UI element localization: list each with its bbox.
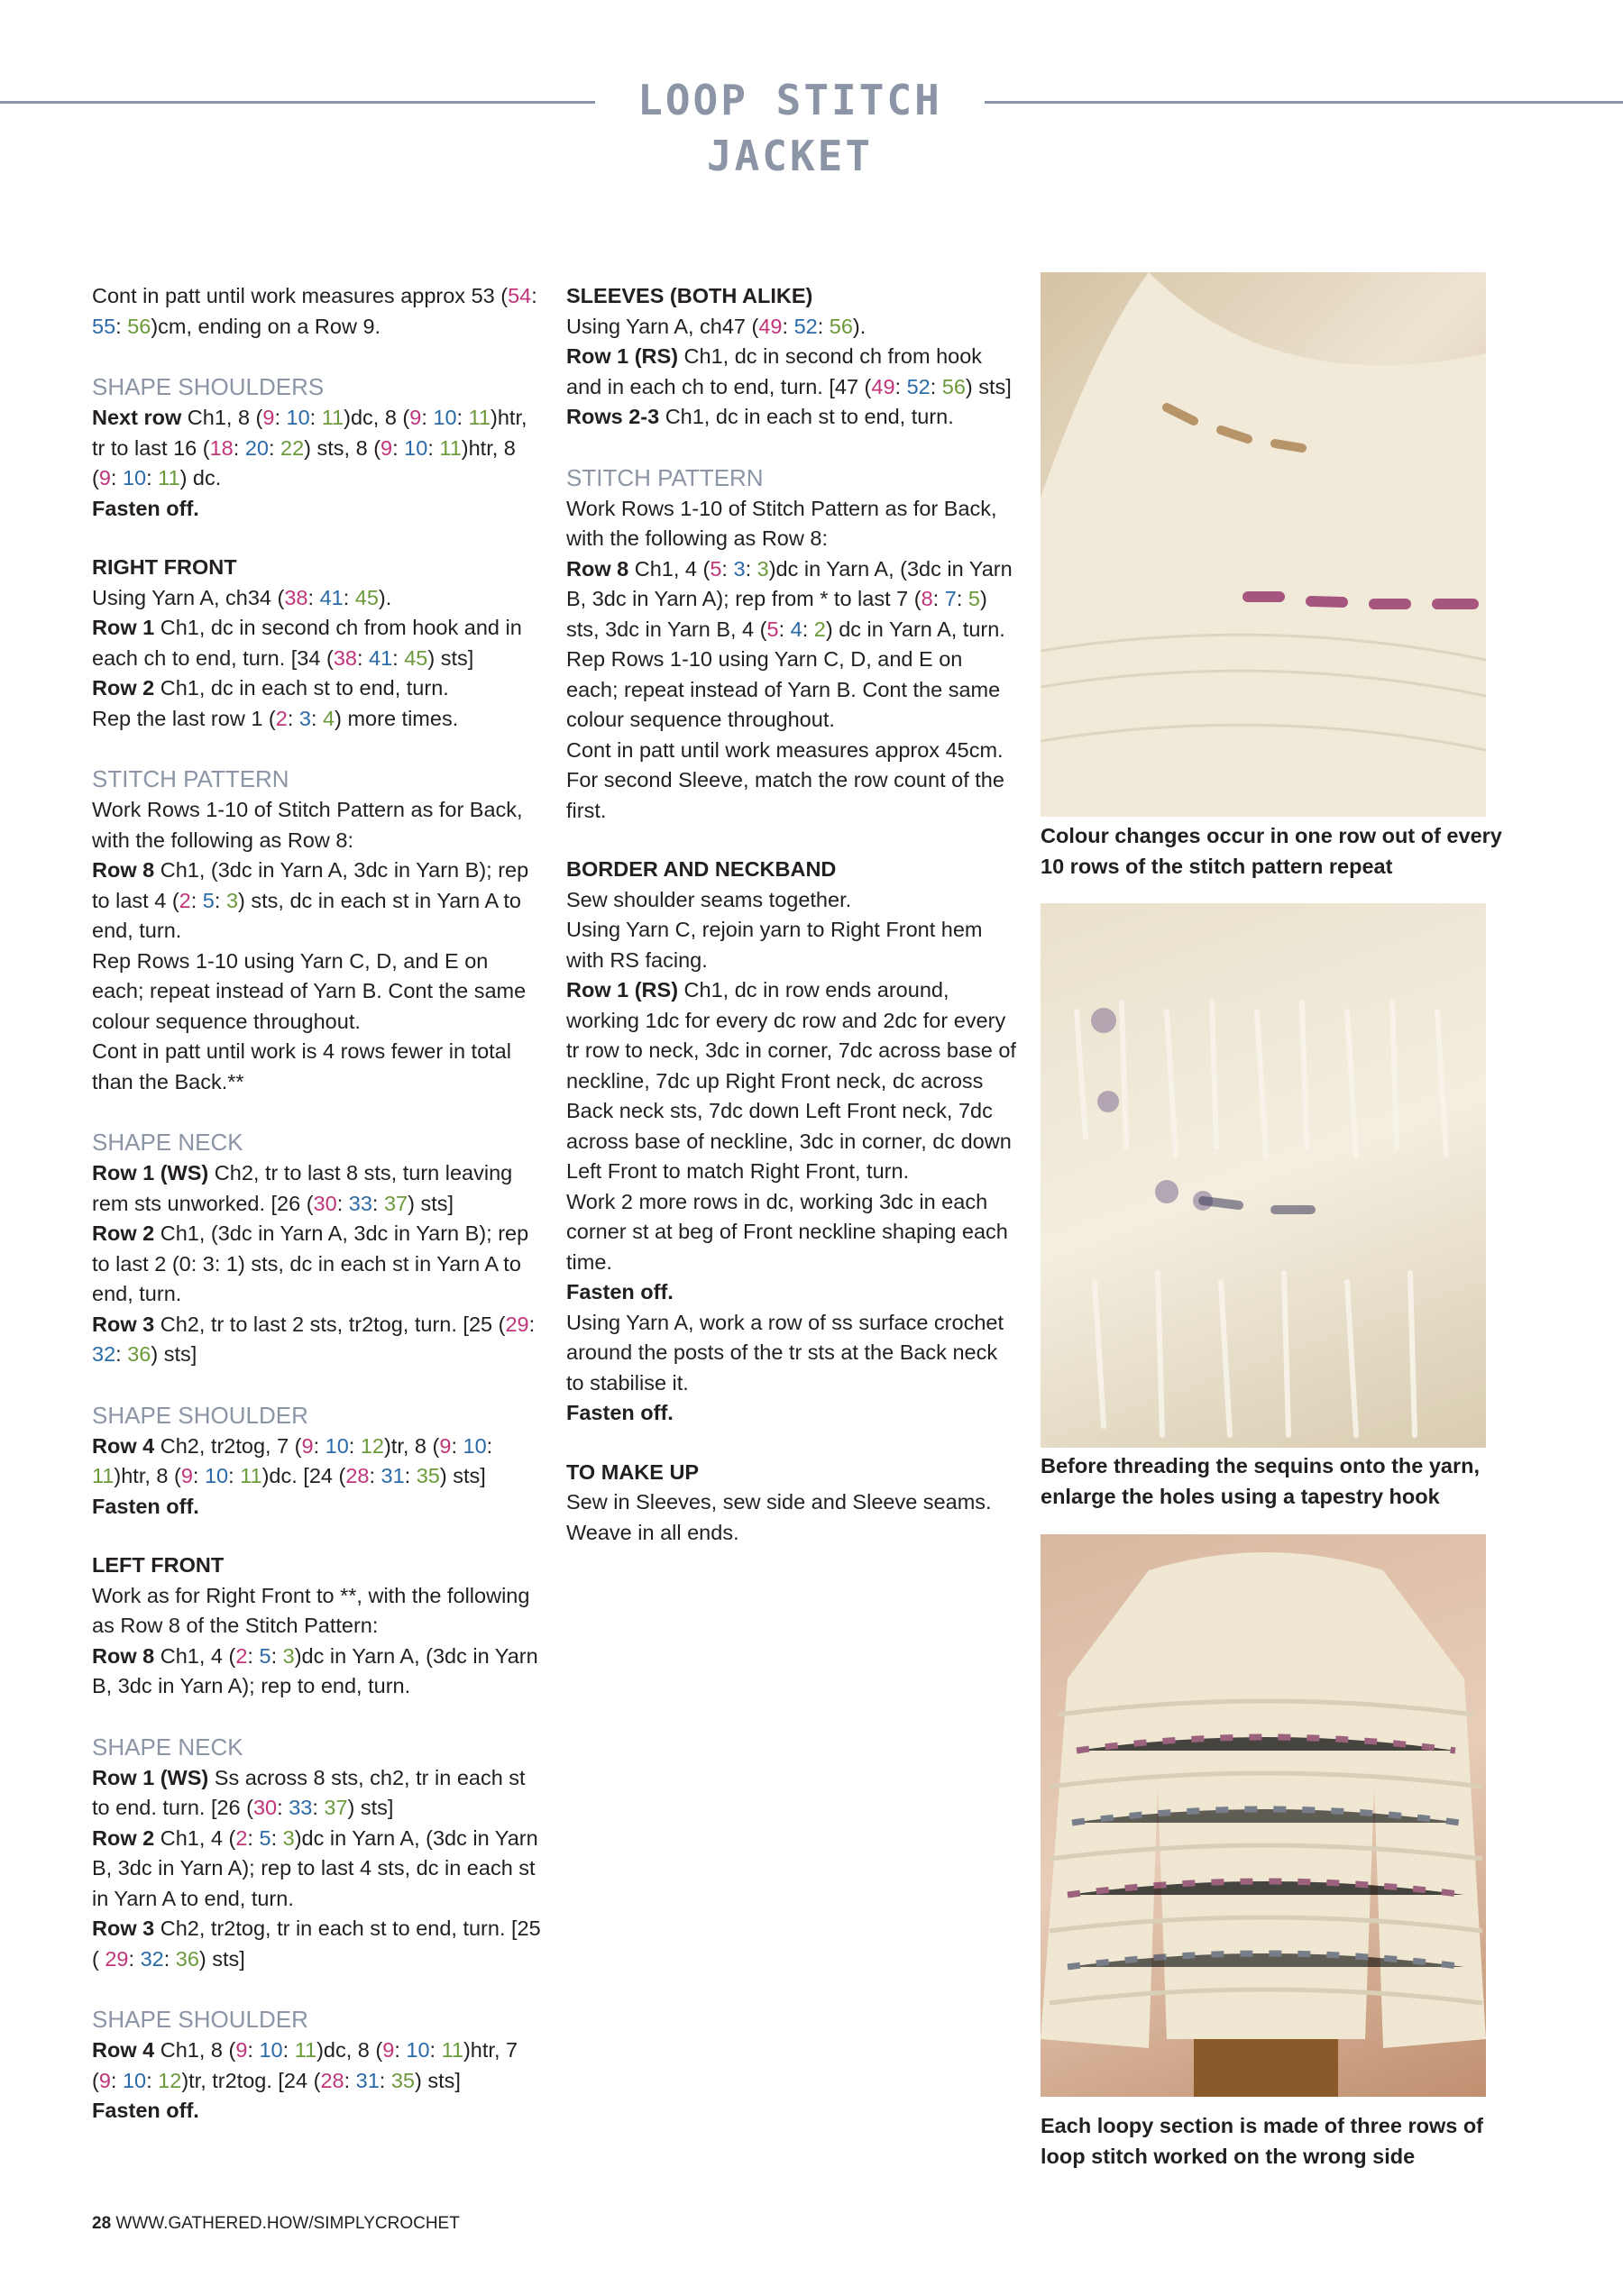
photo-yoke-closeup xyxy=(1041,272,1486,817)
instruction-paragraph: Row 8 Ch1, 4 (2: 5: 3)dc in Yarn A, (3dc in Yarn B, 3dc in Yarn A); rep to end, turn. xyxy=(92,1643,538,1697)
column-left xyxy=(92,281,543,2127)
section-back-shoulders xyxy=(92,370,543,524)
section-to-make-up xyxy=(566,1458,1017,1549)
section-lf-shape-neck xyxy=(92,1731,543,1975)
section-right-front xyxy=(92,553,543,734)
section-sleeves xyxy=(566,281,1017,433)
section-rf-shape-neck xyxy=(92,1126,543,1370)
header-rule-right xyxy=(985,101,1623,104)
section-left-front xyxy=(92,1550,543,1702)
instruction-paragraph: Row 1 (RS) Ch1, dc in row ends around, working 1dc for every dc row and 2dc for every tr row to neck, 3dc in corner, 7dc across base of neckline, 7dc up Right Front neck, dc across Back neck sts, 7dc down Left Front neck, 7dc across base of neckline, 3dc in corner, dc down Left Front to match Right Front, turn. xyxy=(566,978,1016,1183)
instruction-paragraph: Row 8 Ch1, 4 (5: 3: 3)dc in Yarn A, (3dc in Yarn B, 3dc in Yarn A); rep from * to last 7 (8: 7: 5) sts, 3dc in Yarn B, 4 (5: 4: 2) dc in Yarn A, turn. xyxy=(566,556,1013,641)
instruction-paragraph: Using Yarn A, ch34 (38: 41: 45). xyxy=(92,585,392,609)
footer-url: WWW.GATHERED.HOW/SIMPLYCROCHET xyxy=(115,2214,460,2233)
photo-caption: Before threading the sequins onto the yarn, enlarge the holes using a tapestry hook xyxy=(1041,1454,1481,1508)
instruction-paragraph: Rep Rows 1-10 using Yarn C, D, and E on each; repeat instead of Yarn B. Cont the same colour sequence throughout. xyxy=(566,647,1001,731)
photo-sequin-loops xyxy=(1041,903,1486,1448)
instruction-paragraph: Work 2 more rows in dc, working 3dc in each corner st at beg of Front neckline shaping each time. xyxy=(566,1189,1008,1274)
instruction-paragraph: Sew in Sleeves, sew side and Sleeve seams. Weave in all ends. xyxy=(566,1490,992,1544)
instruction-paragraph: Cont in patt until work is 4 rows fewer in total than the Back.** xyxy=(92,1039,511,1093)
instruction-paragraph: Cont in patt until work measures approx 45cm. For second Sleeve, match the row count of the first. xyxy=(566,737,1004,822)
photo-caption: Each loopy section is made of three rows of loop stitch worked on the wrong side xyxy=(1041,2114,1483,2168)
section-heading: SHAPE SHOULDER xyxy=(92,1401,308,1429)
instruction-paragraph: Row 3 Ch2, tr to last 2 sts, tr2tog, turn. [25 (29: 32: 36) sts] xyxy=(92,1312,536,1366)
instruction-paragraph: Row 8 Ch1, (3dc in Yarn A, 3dc in Yarn B); rep to last 4 (2: 5: 3) sts, dc in each st in Yarn A to end, turn. xyxy=(92,858,529,942)
section-heading: STITCH PATTERN xyxy=(92,765,289,792)
instruction-paragraph: Row 3 Ch2, tr2tog, tr in each st to end, turn. [25 ( 29: 32: 36) sts] xyxy=(92,1916,541,1971)
section-heading: SHAPE NECK xyxy=(92,1129,243,1156)
fasten-off: Fasten off. xyxy=(92,1494,199,1518)
instruction-paragraph: Work Rows 1-10 of Stitch Pattern as for Back, with the following as Row 8: xyxy=(92,798,523,852)
instruction-paragraph: Row 2 Ch1, 4 (2: 5: 3)dc in Yarn A, (3dc in Yarn B, 3dc in Yarn A); rep to last 4 sts, dc in each st in Yarn A to end, turn. xyxy=(92,1825,538,1910)
section-heading: SHAPE SHOULDER xyxy=(92,2006,308,2033)
instruction-paragraph: Using Yarn A, work a row of ss surface crochet around the posts of the tr sts at the Back neck to stabilise it. xyxy=(566,1310,1004,1395)
instruction-paragraph: Row 2 Ch1, (3dc in Yarn A, 3dc in Yarn B); rep to last 2 (0: 3: 1) sts, dc in each st in Yarn A to end, turn. xyxy=(92,1221,529,1305)
section-heading: RIGHT FRONT xyxy=(92,555,237,579)
jacket-image xyxy=(1041,1534,1486,2097)
section-border-neckband xyxy=(566,855,1017,1429)
section-lf-shape-shoulder xyxy=(92,2003,543,2127)
fasten-off: Fasten off. xyxy=(92,496,199,520)
page-number: 28 xyxy=(92,2214,112,2233)
back-continue-paragraph: Cont in patt until work measures approx 53 (54: 55: 56)cm, ending on a Row 9. xyxy=(92,284,537,338)
instruction-paragraph: Row 4 Ch1, 8 (9: 10: 11)dc, 8 (9: 10: 11)htr, 7 (9: 10: 12)tr, tr2tog. [24 (28: 31: 35) sts] xyxy=(92,2038,518,2092)
instruction-paragraph: Using Yarn C, rejoin yarn to Right Front hem with RS facing. xyxy=(566,918,983,972)
instruction-paragraph: Row 1 Ch1, dc in second ch from hook and in each ch to end, turn. [34 (38: 41: 45) sts] xyxy=(92,616,522,670)
section-heading: SHAPE NECK xyxy=(92,1733,243,1761)
section-heading: SHAPE SHOULDERS xyxy=(92,373,325,400)
section-heading: LEFT FRONT xyxy=(92,1553,225,1577)
section-rf-stitch-pattern xyxy=(92,763,543,1097)
instruction-paragraph: Rep the last row 1 (2: 3: 4) more times. xyxy=(92,706,459,730)
knit-texture-image xyxy=(1041,272,1486,817)
column-middle xyxy=(566,281,1017,1548)
instruction-paragraph: Row 2 Ch1, dc in each st to end, turn. xyxy=(92,676,449,700)
section-heading: BORDER AND NECKBAND xyxy=(566,857,837,881)
instruction-paragraph: Row 4 Ch2, tr2tog, 7 (9: 10: 12)tr, 8 (9: 10: 11)htr, 8 (9: 10: 11)dc. [24 (28: 31: 35) sts] xyxy=(92,1433,493,1487)
section-sleeve-stitch-pattern xyxy=(566,462,1017,827)
section-rf-shape-shoulder xyxy=(92,1399,543,1523)
header-rule-left xyxy=(0,101,595,104)
photo-caption: Colour changes occur in one row out of every 10 rows of the stitch pattern repeat xyxy=(1041,824,1502,878)
instruction-paragraph: Next row Ch1, 8 (9: 10: 11)dc, 8 (9: 10: 11)htr, tr to last 16 (18: 20: 22) sts, 8 (9: 10: 11)htr, 8 (9: 10: 11) dc. xyxy=(92,406,527,489)
fasten-off: Fasten off. xyxy=(92,2099,199,2122)
instruction-paragraph: Row 1 (WS) Ss across 8 sts, ch2, tr in each st to end. turn. [26 (30: 33: 37) sts] xyxy=(92,1765,526,1819)
section-heading: STITCH PATTERN xyxy=(566,463,764,491)
loop-fringe-image xyxy=(1041,903,1486,1448)
instruction-paragraph: Row 1 (RS) Ch1, dc in second ch from hook and in each ch to end, turn. [47 (49: 52: 56) sts] xyxy=(566,344,1012,398)
instruction-paragraph: Sew shoulder seams together. xyxy=(566,887,852,911)
page-footer xyxy=(92,2212,460,2236)
instruction-paragraph: Row 1 (WS) Ch2, tr to last 8 sts, turn leaving rem sts unworked. [26 (30: 33: 37) sts] xyxy=(92,1161,513,1215)
instruction-paragraph: Work Rows 1-10 of Stitch Pattern as for Back, with the following as Row 8: xyxy=(566,496,997,550)
section-heading: TO MAKE UP xyxy=(566,1459,700,1484)
instruction-paragraph: Work as for Right Front to **, with the following as Row 8 of the Stitch Pattern: xyxy=(92,1583,530,1637)
section-heading: SLEEVES (BOTH ALIKE) xyxy=(566,284,813,307)
photo-jacket-back xyxy=(1041,1534,1486,2097)
fasten-off: Fasten off. xyxy=(566,1280,674,1304)
instruction-paragraph: Rep Rows 1-10 using Yarn C, D, and E on each; repeat instead of Yarn B. Cont the same colour sequence throughout. xyxy=(92,948,527,1033)
page-title: LOOP STITCH JACKET xyxy=(637,76,942,180)
instruction-paragraph: Using Yarn A, ch47 (49: 52: 56). xyxy=(566,314,867,338)
instruction-paragraph: Rows 2-3 Ch1, dc in each st to end, turn. xyxy=(566,405,954,428)
fasten-off: Fasten off. xyxy=(566,1401,674,1424)
